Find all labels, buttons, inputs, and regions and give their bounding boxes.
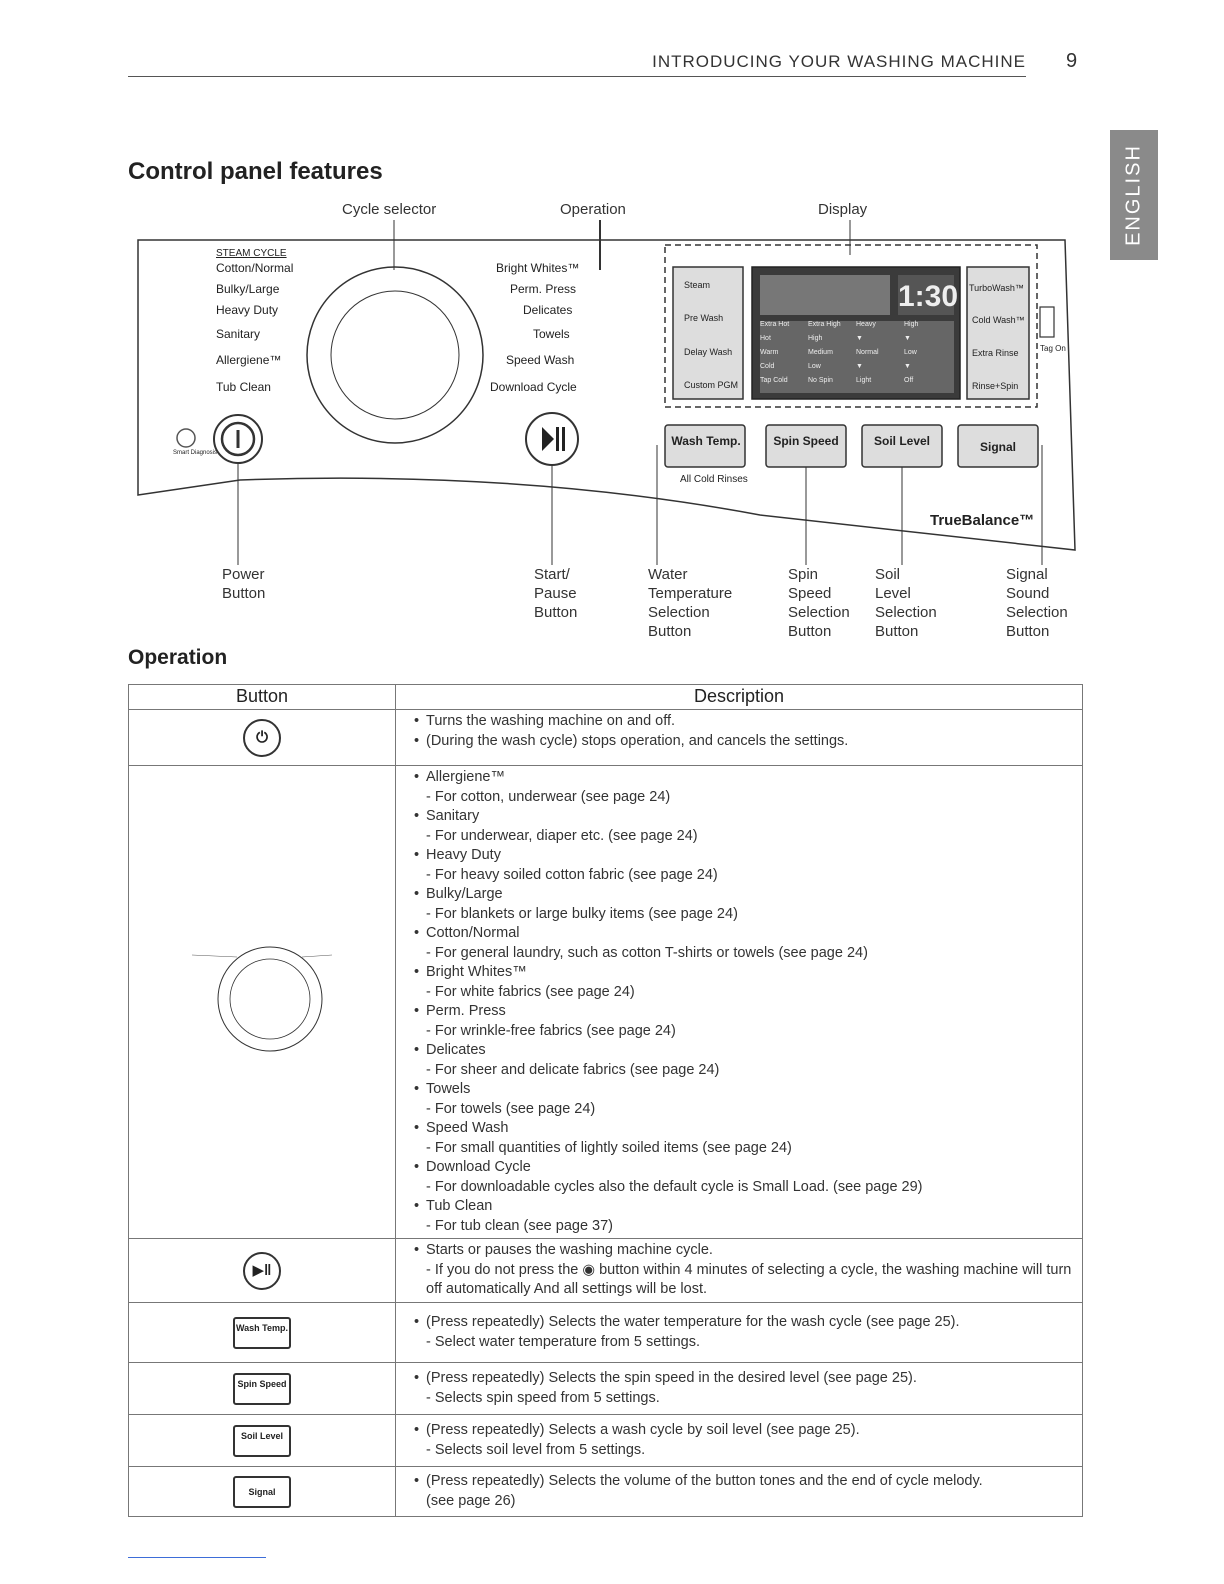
label-signal-button: Signal Sound Selection Button	[1006, 566, 1068, 640]
cycle-name: Tub Clean	[426, 1198, 493, 1214]
cycle-desc: - For general laundry, such as cotton T-shirts or towels (see page 24)	[426, 944, 868, 961]
description-line: (During the wash cycle) stops operation, and cancels the settings.	[426, 732, 849, 749]
grid-cell: Medium	[808, 349, 833, 356]
running-header-title: INTRODUCING YOUR WASHING MACHINE	[652, 52, 1026, 71]
option-extra-rinse[interactable]: Extra Rinse	[972, 348, 1019, 358]
callout-display: Display	[818, 201, 868, 218]
dial-option-allergiene[interactable]: Allergiene™	[216, 353, 282, 367]
grid-cell: ▼	[856, 363, 863, 370]
description-line: (see page 26)	[426, 1492, 516, 1509]
cycle-desc: - For small quantities of lightly soiled items (see page 24)	[426, 1139, 792, 1156]
cycle-desc: - For cotton, underwear (see page 24)	[426, 788, 671, 805]
spin-speed-description: • (Press repeatedly) Selects the spin speed in the desired level (see page 25). - Selects spin speed from 5 settings.	[396, 1363, 1083, 1415]
grid-cell: Heavy	[856, 321, 876, 328]
spin-speed-button[interactable]: Spin Speed	[773, 434, 839, 448]
spin-speed-cell	[129, 1363, 396, 1415]
cycle-desc: - For white fabrics (see page 24)	[426, 983, 635, 1000]
description-line: (Press repeatedly) Selects the water temperature for the wash cycle (see page 25).	[426, 1314, 960, 1330]
dial-option-bulky-large[interactable]: Bulky/Large	[216, 282, 280, 296]
cycle-dial-cell	[129, 766, 396, 1239]
table-header-button: Button	[129, 685, 396, 710]
cycle-desc: - For blankets or large bulky items (see page 24)	[426, 905, 738, 922]
cycle-name: Download Cycle	[426, 1159, 531, 1175]
option-cold-wash[interactable]: Cold Wash™	[972, 315, 1025, 325]
dial-option-bright-whites[interactable]: Bright Whites™	[496, 261, 580, 275]
dial-option-delicates[interactable]: Delicates	[523, 303, 573, 317]
cycle-desc: - For sheer and delicate fabrics (see page 24)	[426, 1061, 720, 1078]
power-button-cell	[129, 710, 396, 766]
grid-cell: Cold	[760, 363, 775, 370]
tag-on-label: Tag On	[1040, 344, 1066, 353]
cycle-name: Towels	[426, 1081, 471, 1097]
lcd-grid	[760, 321, 954, 391]
soil-level-mini-button: Soil Level	[233, 1425, 291, 1457]
option-rinse-spin[interactable]: Rinse+Spin	[972, 381, 1019, 391]
cycle-dial-icon	[142, 935, 382, 1065]
dial-option-tub-clean[interactable]: Tub Clean	[216, 380, 271, 394]
option-steam[interactable]: Steam	[684, 280, 711, 290]
cycle-name: Delicates	[426, 1042, 486, 1058]
start-pause-cell	[129, 1239, 396, 1303]
label-start-pause-button: Start/ Pause Button	[534, 566, 578, 621]
header-rule	[128, 76, 1026, 77]
signal-description: • (Press repeatedly) Selects the volume of the button tones and the end of cycle melody. (see page 26)	[396, 1467, 1083, 1517]
cycle-desc: - For heavy soiled cotton fabric (see page 24)	[426, 866, 718, 883]
callout-operation: Operation	[560, 201, 626, 218]
cycle-name: Allergiene™	[426, 769, 505, 785]
cycle-desc: - For underwear, diaper etc. (see page 24)	[426, 827, 698, 844]
grid-cell: ▼	[904, 363, 911, 370]
soil-level-cell	[129, 1415, 396, 1467]
page-number: 9	[1066, 50, 1078, 72]
signal-button[interactable]: Signal	[979, 440, 1016, 454]
cycle-name: Speed Wash	[426, 1120, 509, 1136]
dial-option-sanitary[interactable]: Sanitary	[216, 327, 261, 341]
dial-option-towels[interactable]: Towels	[533, 327, 570, 341]
signal-mini-button: Signal	[233, 1476, 291, 1508]
description-line: - Selects spin speed from 5 settings.	[426, 1389, 660, 1406]
description-line: - If you do not press the	[426, 1261, 579, 1278]
cycle-desc: - For towels (see page 24)	[426, 1100, 596, 1117]
cycle-desc: - For downloadable cycles also the default cycle is Small Load. (see page 29)	[426, 1178, 923, 1195]
grid-cell: Light	[856, 377, 872, 384]
grid-cell: ▼	[904, 335, 911, 342]
dial-option-cotton-normal[interactable]: Cotton/Normal	[216, 261, 294, 275]
dial-option-heavy-duty[interactable]: Heavy Duty	[216, 303, 279, 317]
grid-cell: Low	[808, 363, 821, 370]
grid-cell: Low	[904, 349, 917, 356]
start-pause-icon: ▶‖	[243, 1252, 281, 1290]
grid-cell: Extra Hot	[760, 321, 790, 328]
cycle-desc: - For wrinkle-free fabrics (see page 24)	[426, 1022, 676, 1039]
grid-cell: High	[904, 321, 919, 328]
grid-cell: ▼	[856, 335, 863, 342]
cycle-name: Cotton/Normal	[426, 925, 520, 941]
description-line: Turns the washing machine on and off.	[426, 713, 676, 729]
steam-cycle-label: STEAM CYCLE	[216, 248, 287, 259]
option-turbowash[interactable]: TurboWash™	[969, 283, 1024, 293]
description-line: (Press repeatedly) Selects a wash cycle by soil level (see page 25).	[426, 1422, 860, 1438]
start-pause-description: • Starts or pauses the washing machine cycle. - If you do not press the ◉ button within 4 minutes of selecting a cycle, the washing machine will turn off automatically And all settings will be lost.	[396, 1239, 1083, 1303]
dial-option-download-cycle[interactable]: Download Cycle	[490, 380, 577, 394]
description-line: - Selects soil level from 5 settings.	[426, 1441, 646, 1458]
description-line: (Press repeatedly) Selects the volume of the button tones and the end of cycle melody.	[426, 1473, 983, 1489]
callout-cycle-selector: Cycle selector	[342, 201, 437, 218]
all-cold-rinses-label: All Cold Rinses	[680, 474, 748, 485]
option-pre-wash[interactable]: Pre Wash	[684, 313, 724, 323]
truebalance-logo: TrueBalance™	[930, 512, 1035, 529]
description-line: - Select water temperature from 5 settings.	[426, 1333, 700, 1350]
cycle-name: Bulky/Large	[426, 886, 503, 902]
tag-on-icon	[1040, 307, 1054, 337]
grid-cell: Extra High	[808, 321, 841, 328]
cycle-dial-inner	[331, 291, 459, 419]
display-time: 1:30	[898, 280, 959, 313]
soil-level-button[interactable]: Soil Level	[873, 434, 931, 448]
soil-level-description: • (Press repeatedly) Selects a wash cycle by soil level (see page 25). - Selects soil level from 5 settings.	[396, 1415, 1083, 1467]
dial-option-speed-wash[interactable]: Speed Wash	[506, 353, 575, 367]
grid-cell: Off	[904, 377, 914, 384]
section-title-operation: Operation	[128, 646, 228, 669]
option-custom-pgm[interactable]: Custom PGM	[684, 380, 739, 390]
cycle-desc: - For tub clean (see page 37)	[426, 1217, 613, 1234]
grid-cell: Warm	[760, 349, 779, 356]
wash-temp-cell	[129, 1303, 396, 1363]
power-icon: ⏻	[243, 719, 281, 757]
cycle-name: Heavy Duty	[426, 847, 501, 863]
grid-cell: High	[808, 335, 823, 342]
spin-speed-mini-button: Spin Speed	[233, 1373, 291, 1405]
table-header-description: Description	[396, 685, 1083, 710]
cycle-dial-outer	[307, 267, 483, 443]
signal-cell	[129, 1467, 396, 1517]
wash-temp-description: • (Press repeatedly) Selects the water temperature for the wash cycle (see page 25). - Select water temperature from 5 settings.	[396, 1303, 1083, 1363]
operation-table	[128, 684, 1083, 1517]
label-water-temp-button: Water Temperature Selection Button	[648, 566, 733, 640]
power-description: • Turns the washing machine on and off. • (During the wash cycle) stops operation, and cancels the settings.	[396, 710, 1083, 766]
cycle-name: Sanitary	[426, 808, 480, 824]
smart-diagnosis-label: Smart Diagnosis	[173, 450, 218, 456]
grid-cell: Tap Cold	[760, 377, 788, 384]
start-pause-inline-icon: ◉	[582, 1261, 596, 1278]
dial-option-perm-press[interactable]: Perm. Press	[510, 282, 577, 296]
grid-cell: No Spin	[808, 377, 833, 384]
section-title-control-panel: Control panel features	[128, 158, 383, 185]
smart-diagnosis-icon	[177, 429, 195, 447]
description-line: button within 4 minutes of selecting a cycle, the washing machine will turn off automatically And all settings will be lost.	[426, 1261, 1072, 1297]
wash-temp-button[interactable]: Wash Temp.	[671, 434, 741, 448]
label-spin-speed-button: Spin Speed Selection Button	[788, 566, 850, 640]
cycle-description: • Allergiene™ - For cotton, underwear (see page 24) • Sanitary - For underwear, diaper etc. (see page 24) • Heavy Duty - For heavy soiled cotton fabric (see page 24) • Bulky/Large - For blankets or large bulky items (see page 24) • Cotton/Normal - For general laundry, such as cotton T-shirts or towels (see page 24) • Bright Whites™ - For white fabrics (see page 24) • Perm. Press - For wrinkle-free fabrics (see page 24) • Delicates - For sheer and delicate fabrics (see page 24) • Towels - For towels (see page 24) • Speed Wash - For small quantities of lightly soiled items (see page 24) • Download Cycle - For downloadable cycles also the default cycle is Small Load. (see page 29) • Tub Clean - For tub clean (see page 37)	[396, 766, 1083, 1239]
option-delay-wash[interactable]: Delay Wash	[684, 347, 733, 357]
language-tab	[1110, 130, 1158, 260]
description-line: (Press repeatedly) Selects the spin speed in the desired level (see page 25).	[426, 1370, 917, 1386]
label-soil-level-button: Soil Level Selection Button	[875, 566, 937, 640]
wash-temp-mini-button: Wash Temp.	[233, 1317, 291, 1349]
cycle-name: Perm. Press	[426, 1003, 506, 1019]
grid-cell: Hot	[760, 335, 771, 342]
cycle-name: Bright Whites™	[426, 964, 527, 980]
grid-cell: Normal	[856, 349, 879, 356]
description-line: Starts or pauses the washing machine cycle.	[426, 1242, 713, 1258]
language-tab-label: ENGLISH	[1122, 144, 1145, 246]
label-power-button: Power Button	[222, 566, 266, 602]
footnote-rule	[128, 1557, 266, 1558]
